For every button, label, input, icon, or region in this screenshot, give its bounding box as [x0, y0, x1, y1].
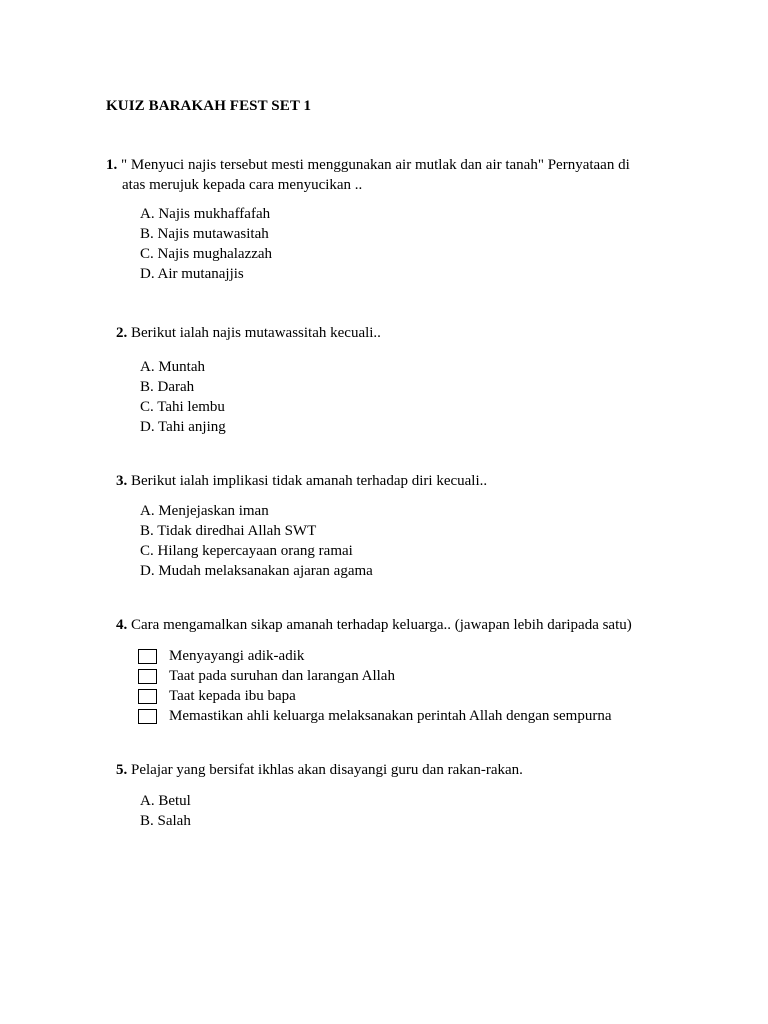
checkbox[interactable]	[138, 649, 157, 664]
checkbox-label: Taat kepada ibu bapa	[169, 688, 296, 704]
options-question-5	[140, 791, 191, 831]
checkbox-option-2[interactable]	[138, 666, 612, 686]
options-question-2	[140, 357, 226, 437]
question-number: 4.	[116, 617, 128, 633]
option-a[interactable]: A. Muntah	[140, 359, 205, 375]
option-b[interactable]: B. Salah	[140, 813, 191, 829]
checkbox-label: Menyayangi adik-adik	[169, 648, 305, 664]
option-b[interactable]: B. Tidak diredhai Allah SWT	[140, 523, 317, 539]
checkbox[interactable]	[138, 689, 157, 704]
option-c[interactable]: C. Najis mughalazzah	[140, 246, 273, 262]
question-3	[116, 471, 487, 491]
quiz-title: KUIZ BARAKAH FEST SET 1	[106, 98, 312, 114]
question-number: 2.	[116, 325, 128, 341]
checkbox-option-4[interactable]	[138, 706, 612, 726]
question-text: Berikut ialah implikasi tidak amanah terhadap diri kecuali..	[131, 473, 488, 489]
option-a[interactable]: A. Najis mukhaffafah	[140, 206, 271, 222]
question-text: Cara mengamalkan sikap amanah terhadap keluarga.. (jawapan lebih daripada satu)	[131, 617, 632, 633]
checkbox-option-3[interactable]	[138, 686, 612, 706]
question-number: 3.	[116, 473, 128, 489]
option-a[interactable]: A. Betul	[140, 793, 191, 809]
question-number: 5.	[116, 762, 128, 778]
question-text: Berikut ialah najis mutawassitah kecuali..	[131, 325, 381, 341]
options-question-3	[140, 501, 373, 581]
option-b[interactable]: B. Najis mutawasitah	[140, 226, 269, 242]
option-d[interactable]: D. Mudah melaksanakan ajaran agama	[140, 563, 373, 579]
checkbox-label: Taat pada suruhan dan larangan Allah	[169, 668, 395, 684]
question-text: Pelajar yang bersifat ikhlas akan disayangi guru dan rakan-rakan.	[131, 762, 523, 778]
question-number: 1.	[106, 157, 118, 173]
option-d[interactable]: D. Air mutanajjis	[140, 266, 244, 282]
question-text-line1: " Menyuci najis tersebut mesti menggunakan air mutlak dan air tanah" Pernyataan di	[121, 157, 630, 173]
option-b[interactable]: B. Darah	[140, 379, 195, 395]
question-4	[116, 615, 632, 635]
checkbox[interactable]	[138, 709, 157, 724]
question-5	[116, 760, 523, 780]
option-c[interactable]: C. Hilang kepercayaan orang ramai	[140, 543, 353, 559]
question-text-line2: atas merujuk kepada cara menyucikan ..	[122, 177, 363, 193]
options-question-4	[138, 646, 612, 726]
option-c[interactable]: C. Tahi lembu	[140, 399, 225, 415]
checkbox[interactable]	[138, 669, 157, 684]
checkbox-label: Memastikan ahli keluarga melaksanakan perintah Allah dengan sempurna	[169, 708, 612, 724]
option-d[interactable]: D. Tahi anjing	[140, 419, 226, 435]
question-1	[106, 155, 630, 195]
options-question-1	[140, 204, 272, 284]
checkbox-option-1[interactable]	[138, 646, 612, 666]
option-a[interactable]: A. Menjejaskan iman	[140, 503, 269, 519]
question-2	[116, 323, 381, 343]
